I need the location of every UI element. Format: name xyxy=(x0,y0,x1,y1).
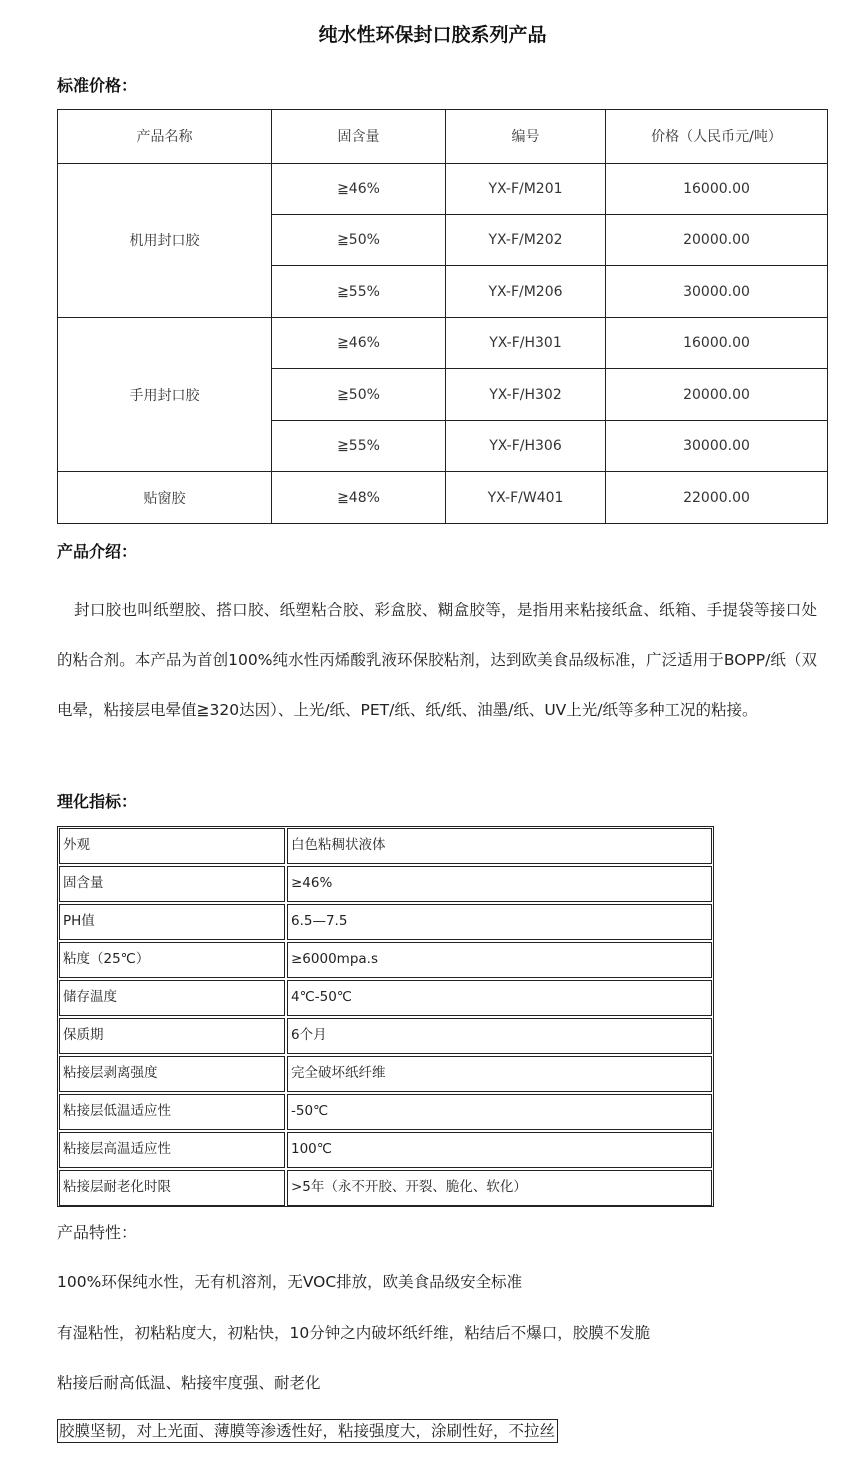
column-header-solid-content: 固含量 xyxy=(272,110,446,164)
spec-row xyxy=(59,828,712,864)
price-cell: 20000.00 xyxy=(606,369,828,420)
spec-key: 粘接层高温适应性 xyxy=(59,1132,285,1168)
spec-key: 粘接层耐老化时限 xyxy=(59,1170,285,1206)
spec-value: ≥46% xyxy=(287,866,712,902)
product-name-cell: 机用封口胶 xyxy=(58,163,272,317)
spec-value: 6.5—7.5 xyxy=(287,904,712,940)
solid-content-cell: ≧48% xyxy=(272,472,446,524)
spec-key: 储存温度 xyxy=(59,980,285,1016)
spec-row xyxy=(59,1094,712,1130)
solid-content-cell: ≧50% xyxy=(272,215,446,266)
price-cell: 30000.00 xyxy=(606,420,828,471)
spec-value: -50℃ xyxy=(287,1094,712,1130)
spec-row xyxy=(59,866,712,902)
spec-key: 固含量 xyxy=(59,866,285,902)
solid-content-cell: ≧46% xyxy=(272,163,446,214)
code-cell: YX-F/H302 xyxy=(446,369,606,420)
spec-value: 白色粘稠状液体 xyxy=(287,828,712,864)
spec-key: 保质期 xyxy=(59,1018,285,1054)
column-header-price: 价格（人民币元/吨） xyxy=(606,110,828,164)
price-cell: 22000.00 xyxy=(606,472,828,524)
solid-content-cell: ≧55% xyxy=(272,266,446,317)
spec-value: >5年（永不开胶、开裂、脆化、软化） xyxy=(287,1170,712,1206)
price-cell: 20000.00 xyxy=(606,215,828,266)
price-cell: 16000.00 xyxy=(606,317,828,368)
spec-row xyxy=(59,980,712,1016)
spec-row xyxy=(59,1132,712,1168)
code-cell: YX-F/M201 xyxy=(446,163,606,214)
spec-table xyxy=(57,826,714,1207)
spec-value: 完全破坏纸纤维 xyxy=(287,1056,712,1092)
price-heading: 标准价格： xyxy=(57,76,138,95)
intro-paragraph: 封口胶也叫纸塑胶、搭口胶、纸塑粘合胶、彩盒胶、糊盒胶等，是指用来粘接纸盒、纸箱、手提袋等接口处的粘合剂。本产品为首创100%纯水性丙烯酸乳液环保胶粘剂，达到欧美食品级标准，广泛适用于BOPP/纸（双电晕，粘接层电晕值≧320达因）、上光/纸、PET/纸、纸/纸、油墨/纸、UV上光/纸等多种工况的粘接。 xyxy=(57,601,817,719)
spec-heading: 理化指标： xyxy=(57,792,138,811)
feature-item-boxed: 胶膜坚韧，对上光面、薄膜等渗透性好，粘接强度大，涂刷性好，不拉丝 xyxy=(57,1419,558,1443)
price-cell: 16000.00 xyxy=(606,163,828,214)
table-row xyxy=(58,472,828,524)
price-table xyxy=(57,109,828,524)
code-cell: YX-F/M206 xyxy=(446,266,606,317)
spec-key: PH值 xyxy=(59,904,285,940)
feature-item: 粘接后耐高低温、粘接牢度强、耐老化 xyxy=(57,1374,321,1392)
code-cell: YX-F/H306 xyxy=(446,420,606,471)
product-name-cell: 贴窗胶 xyxy=(58,472,272,524)
spec-value: 100℃ xyxy=(287,1132,712,1168)
page-title: 纯水性环保封口胶系列产品 xyxy=(318,24,547,46)
code-cell: YX-F/H301 xyxy=(446,317,606,368)
column-header-code: 编号 xyxy=(446,110,606,164)
spec-key: 粘度（25℃） xyxy=(59,942,285,978)
solid-content-cell: ≧46% xyxy=(272,317,446,368)
spec-value: 4℃-50℃ xyxy=(287,980,712,1016)
intro-heading: 产品介绍： xyxy=(57,542,138,561)
code-cell: YX-F/M202 xyxy=(446,215,606,266)
feature-item: 100%环保纯水性，无有机溶剂，无VOC排放，欧美食品级安全标准 xyxy=(57,1273,523,1291)
spec-row xyxy=(59,1018,712,1054)
spec-key: 外观 xyxy=(59,828,285,864)
spec-row xyxy=(59,904,712,940)
code-cell: YX-F/W401 xyxy=(446,472,606,524)
spec-key: 粘接层剥离强度 xyxy=(59,1056,285,1092)
spec-row xyxy=(59,942,712,978)
spec-value: 6个月 xyxy=(287,1018,712,1054)
price-cell: 30000.00 xyxy=(606,266,828,317)
column-header-product-name: 产品名称 xyxy=(58,110,272,164)
table-row xyxy=(58,163,828,214)
spec-row xyxy=(59,1170,712,1206)
solid-content-cell: ≧55% xyxy=(272,420,446,471)
spec-value: ≥6000mpa.s xyxy=(287,942,712,978)
solid-content-cell: ≧50% xyxy=(272,369,446,420)
feature-item: 有湿粘性，初粘粘度大，初粘快，10分钟之内破坏纸纤维，粘结后不爆口，胶膜不发脆 xyxy=(57,1324,651,1342)
price-table-header xyxy=(58,110,828,164)
product-name-cell: 手用封口胶 xyxy=(58,317,272,471)
spec-row xyxy=(59,1056,712,1092)
table-row xyxy=(58,317,828,368)
spec-key: 粘接层低温适应性 xyxy=(59,1094,285,1130)
features-heading: 产品特性： xyxy=(57,1223,138,1242)
